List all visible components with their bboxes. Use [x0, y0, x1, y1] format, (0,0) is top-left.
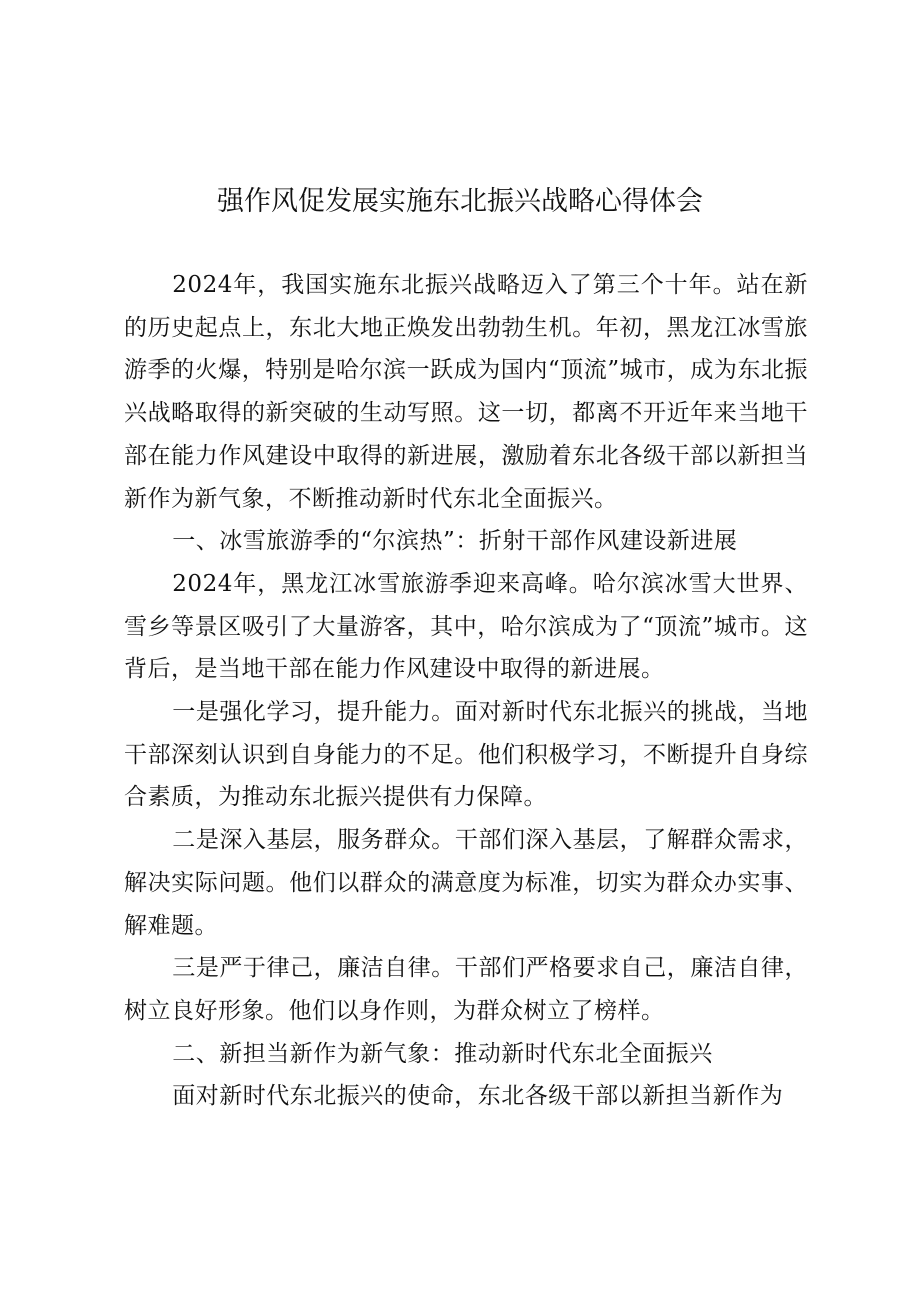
paragraph-point-1: 一是强化学习，提升能力。面对新时代东北振兴的挑战，当地干部深刻认识到自身能力的不足。他们积极学习，不断提升自身综合素质，为推动东北振兴提供有力保障。 [124, 699, 808, 811]
section-heading-2: 二、新担当新作为新气象：推动新时代东北全面振兴 [172, 1040, 713, 1067]
paragraph-intro: 2024年，我国实施东北振兴战略迈入了第三个十年。站在新的历史起点上，东北大地正焕发出勃勃生机。年初，黑龙江冰雪旅游季的火爆，特别是哈尔滨一跃成为国内“顶流”城市，成为东北振兴战略取得的新突破的生动写照。这一切，都离不开近年来当地干部在能力作风建设中取得的新进展，激励着东北各级干部以新担当新作为新气象，不断推动新时代东北全面振兴。 [124, 272, 808, 512]
paragraph-point-3: 三是严于律己，廉洁自律。干部们严格要求自己，廉洁自律，树立良好形象。他们以身作则，为群众树立了榜样。 [124, 955, 808, 1024]
document-body [124, 264, 808, 1118]
section-heading-1: 一、冰雪旅游季的“尔滨热”：折射干部作风建设新进展 [172, 528, 738, 555]
paragraph-section1-intro: 2024年，黑龙江冰雪旅游季迎来高峰。哈尔滨冰雪大世界、雪乡等景区吸引了大量游客，其中，哈尔滨成为了“顶流”城市。这背后，是当地干部在能力作风建设中取得的新进展。 [124, 570, 808, 683]
document-title: 强作风促发展实施东北振兴战略心得体会 [217, 186, 703, 217]
paragraph-point-2: 二是深入基层，服务群众。干部们深入基层，了解群众需求，解决实际问题。他们以群众的满意度为标准，切实为群众办实事、解难题。 [124, 827, 808, 939]
paragraph-section2-intro: 面对新时代东北振兴的使命，东北各级干部以新担当新作为 [172, 1083, 784, 1110]
